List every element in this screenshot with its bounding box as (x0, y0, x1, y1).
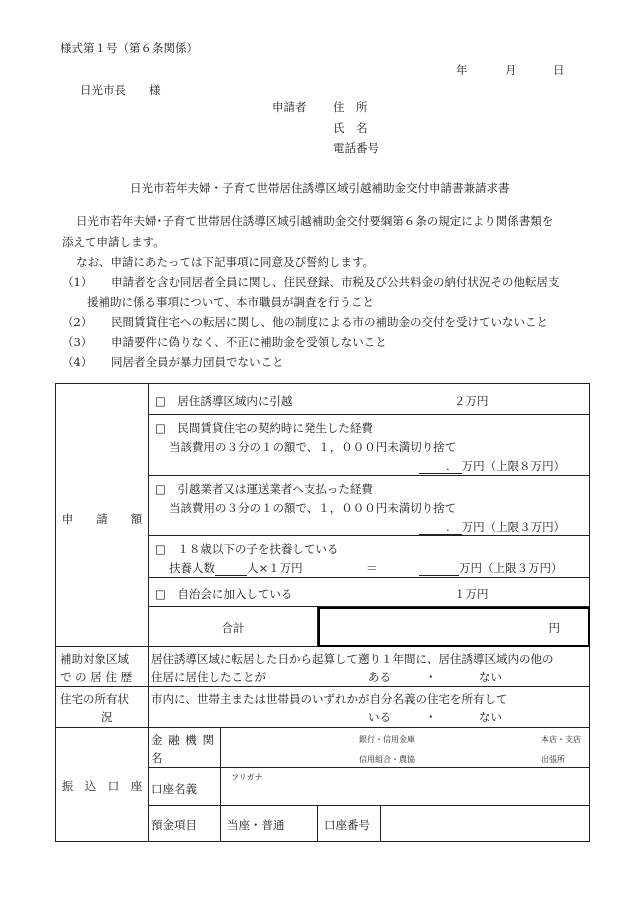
account-number-label: 口座番号 (324, 818, 370, 832)
residence-yes-option[interactable]: ある (368, 670, 391, 684)
item-neighborhood-row[interactable] (149, 578, 590, 607)
account-number-field[interactable] (381, 806, 590, 842)
item-rental-amount-field[interactable] (419, 458, 565, 474)
item-children-suffix: 万円（上限３万円） (459, 561, 563, 575)
residence-label-cell (56, 647, 149, 687)
residence-label-1: 補助対象区域 (60, 652, 129, 666)
account-number-label-cell (318, 806, 381, 842)
pledge-4-number: （4） (62, 355, 93, 369)
amount-label-cell (56, 384, 149, 647)
residence-content-cell[interactable] (149, 647, 590, 687)
item-moving-rule: 当該費用の３分の１の額で、１，０００円未満切り捨て (169, 501, 457, 515)
total-label: 合計 (221, 621, 245, 635)
applicant-name-label: 氏 名 (333, 121, 368, 135)
item-children-equals: ＝ (366, 561, 378, 575)
pledge-2: 民間賃貸住宅への転居に関し、他の制度による市の補助金の交付を受けていないこと (111, 315, 548, 329)
ownership-label-cell (56, 687, 149, 728)
intro-line-3: なお、申請にあたっては下記事項に同意及び誓約します。 (76, 255, 375, 269)
item-neighborhood-amount: １万円 (454, 587, 489, 601)
item-moving-row[interactable] (149, 476, 590, 536)
item-children-count-label: 扶養人数 (169, 561, 215, 575)
application-table (55, 383, 590, 842)
date-day-label: 日 (553, 63, 565, 77)
item-children-label: □ １８歳以下の子を扶養している (155, 542, 339, 556)
item-moving-amount-field[interactable] (419, 519, 565, 535)
intro-line-2: 添えて申請します。 (62, 235, 165, 249)
account-name-label-cell (149, 768, 221, 806)
deposit-label: 預金項目 (151, 818, 197, 832)
bank-label-2: 名 (151, 751, 163, 765)
item-relocation-amount: ２万円 (454, 394, 489, 408)
ownership-label-2: 況 (101, 710, 113, 724)
bank-label-1: 金 融 機 関 (151, 733, 215, 747)
date-month-label: 月 (505, 63, 517, 77)
item-relocation-label: □ 居住誘導区域内に引越 (155, 394, 293, 408)
item-children-row[interactable] (149, 536, 590, 578)
ownership-label-1: 住宅の所有状 (60, 692, 129, 706)
branch-type-2: 出張所 (541, 755, 565, 764)
item-rental-decimal: . (446, 459, 450, 473)
pledge-1-number: （1） (62, 275, 93, 289)
ownership-separator: ・ (425, 710, 437, 724)
pledge-2-number: （2） (62, 315, 93, 329)
item-rental-rule: 当該費用の３分の１の額で、１，０００円未満切り捨て (169, 440, 457, 454)
ownership-no-option[interactable]: ない (479, 710, 502, 724)
transfer-label: 振 込 口 座 (61, 779, 143, 793)
applicant-address-label: 住 所 (333, 100, 368, 114)
addressee: 日光市長 様 (80, 83, 161, 97)
deposit-type-field[interactable] (221, 806, 318, 842)
account-name-label: 口座名義 (151, 782, 197, 796)
item-rental-suffix: 万円（上限８万円） (461, 459, 566, 473)
residence-separator: ・ (425, 670, 437, 684)
pledge-3: 申請要件に偽りなく、不正に補助金を受領しないこと (111, 335, 387, 349)
furigana-label: フリガナ (231, 773, 263, 782)
bank-type-1: 銀行・信用金庫 (359, 735, 415, 744)
deposit-label-cell (149, 806, 221, 842)
transfer-label-cell (56, 728, 149, 842)
item-moving-decimal: . (446, 520, 450, 534)
item-moving-label: □ 引越業者又は運送業者へ支払った経費 (155, 482, 373, 496)
total-label-cell (149, 607, 318, 647)
deposit-type-value: 当座・普通 (227, 818, 285, 832)
bank-type-2: 信用組合・農協 (359, 755, 415, 764)
item-rental-label: □ 民間賃貸住宅の契約時に発生した経費 (155, 421, 373, 435)
pledge-3-number: （3） (62, 335, 93, 349)
applicant-phone-label: 電話番号 (333, 141, 379, 155)
item-children-rate: 人×１万円 (247, 561, 303, 575)
branch-type-1: 本店・支店 (541, 735, 581, 744)
bank-name-field[interactable] (221, 728, 590, 768)
pledge-1-line-2: 援補助に係る事項について、本市職員が調査を行うこと (87, 295, 375, 309)
total-amount-cell[interactable] (318, 607, 590, 647)
bank-label-cell (149, 728, 221, 768)
item-children-amount-field[interactable] (419, 560, 563, 576)
form-number: 様式第１号（第６条関係） (60, 41, 198, 55)
item-children-count-field[interactable] (169, 560, 303, 576)
account-name-field[interactable] (221, 768, 590, 806)
residence-no-option[interactable]: ない (479, 670, 502, 684)
intro-line-1: 日光市若年夫婦･子育て世帯居住誘導区域引越補助金交付要綱第６条の規定により関係書類を (76, 214, 554, 228)
amount-label: 申 請 額 (61, 512, 143, 526)
total-unit: 円 (548, 621, 560, 635)
ownership-content-cell[interactable] (149, 687, 590, 728)
residence-label-2: で の 居 住 歴 (60, 670, 133, 684)
ownership-yes-option[interactable]: いる (368, 710, 391, 724)
item-neighborhood-label: □ 自治会に加入している (155, 587, 293, 601)
date-year-label: 年 (456, 63, 468, 77)
item-relocation-row[interactable] (149, 384, 590, 415)
item-moving-suffix: 万円（上限３万円） (461, 520, 566, 534)
residence-text-2: 住居に居住したことが (151, 670, 266, 684)
residence-text-1: 居住誘導区域に転居した日から起算して遡り１年間に、居住誘導区域内の他の (151, 652, 554, 666)
applicant-role-label: 申請者 (272, 100, 307, 114)
ownership-text: 市内に、世帯主または世帯員のいずれかが自分名義の住宅を所有して (151, 692, 508, 706)
document-title: 日光市若年夫婦・子育て世帯居住誘導区域引越補助金交付申請書兼請求書 (130, 181, 510, 195)
pledge-1-line-1: 申請者を含む同居者全員に関し、住民登録、市税及び公共料金の納付状況その他転居支 (111, 275, 560, 289)
pledge-4: 同居者全員が暴力団員でないこと (111, 355, 284, 369)
item-rental-row[interactable] (149, 415, 590, 476)
